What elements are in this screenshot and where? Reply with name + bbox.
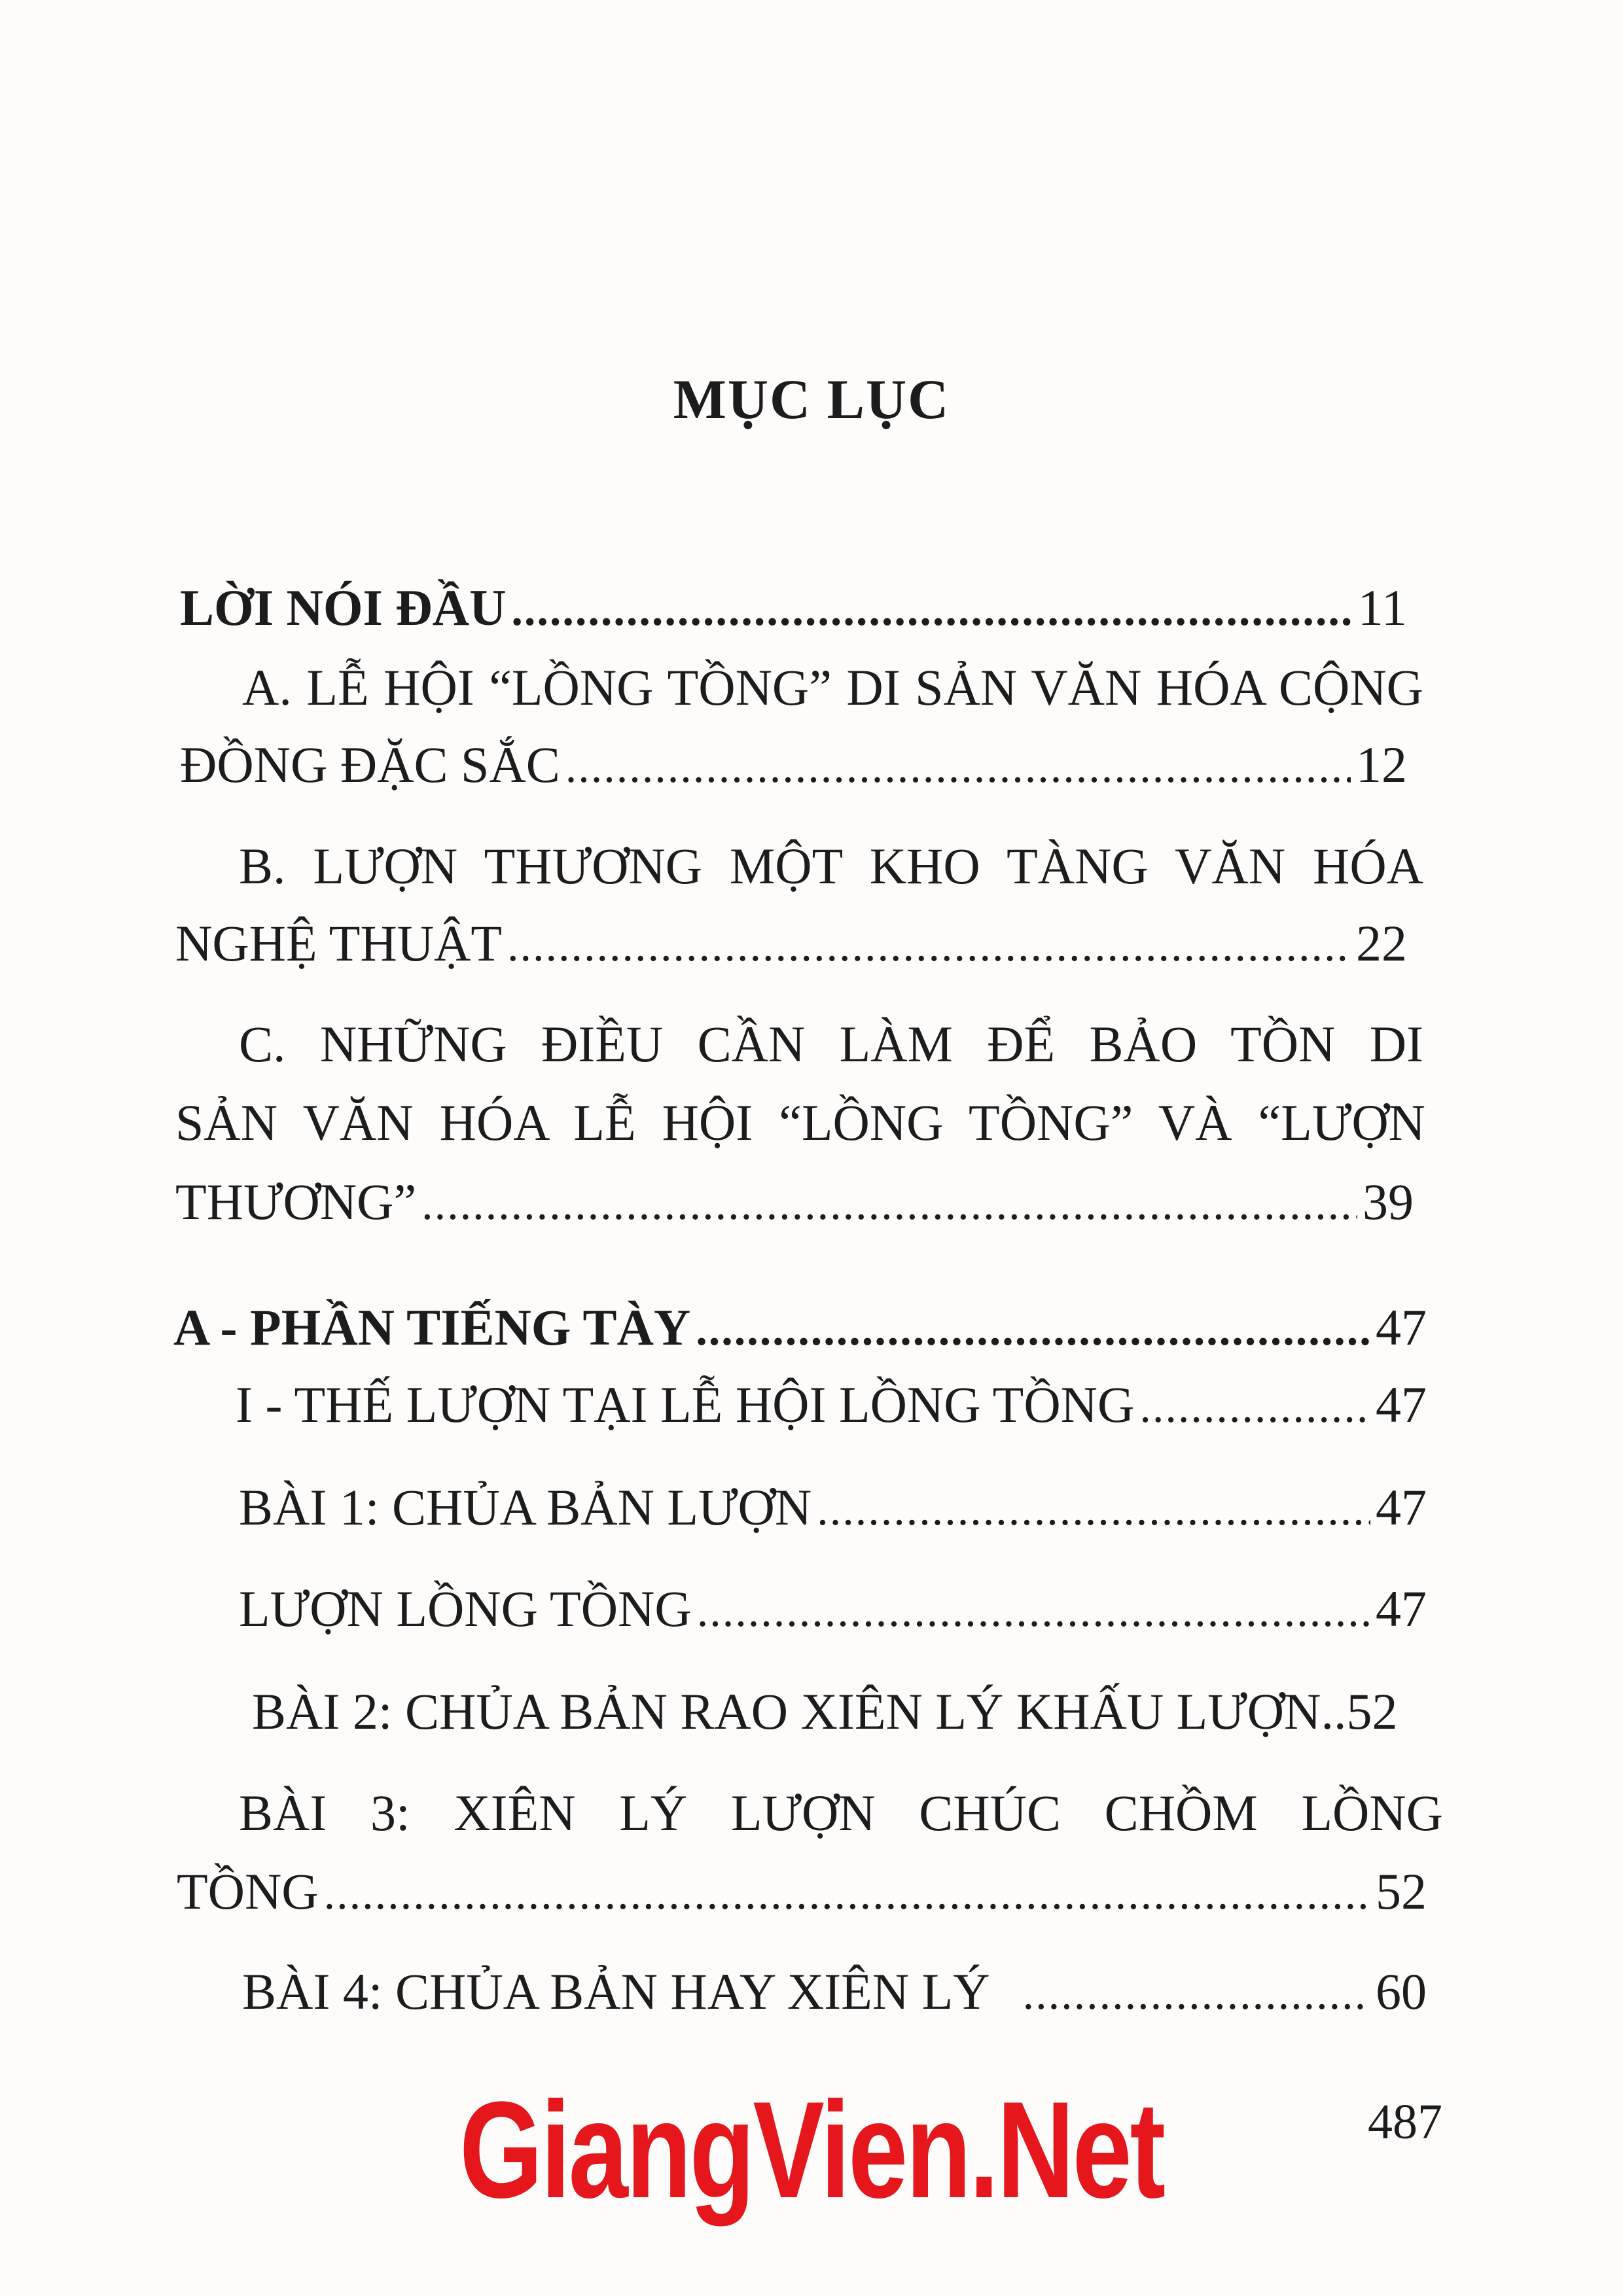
dot-leader xyxy=(817,1487,1370,1533)
dot-leader xyxy=(696,1307,1370,1353)
toc-entry-page: 39 xyxy=(1363,1173,1414,1230)
toc-entry-page: 12 xyxy=(1356,736,1407,793)
toc-entry-bai4 xyxy=(242,1963,1427,2020)
toc-entry-page: 22 xyxy=(1356,915,1407,972)
dot-leader xyxy=(1023,1971,1370,2017)
toc-entry-a-line1 xyxy=(242,659,1423,716)
toc-entry-bai3-line1 xyxy=(239,1784,1443,1841)
toc-entry-label: NGHỆ THUẬT xyxy=(175,915,503,972)
toc-entry-label: LƯỢN LỒNG TỒNG xyxy=(239,1580,692,1637)
toc-entry-c-line2 xyxy=(175,1094,1425,1151)
toc-entry-phan-tieng-tay xyxy=(173,1299,1427,1356)
toc-entry-text: BÀI 3: XIÊN LÝ LƯỢN CHÚC CHỒM LỒNG xyxy=(239,1784,1443,1841)
toc-entry-label: BÀI 4: CHỦA BẢN HAY XIÊN LÝ xyxy=(242,1963,990,2020)
dot-leader xyxy=(565,745,1351,790)
toc-entry-c-line1 xyxy=(239,1016,1423,1072)
toc-entry-page: 52 xyxy=(1346,1683,1398,1740)
toc-entry-text: A. LỄ HỘI “LỒNG TỒNG” DI SẢN VĂN HÓA CỘNG xyxy=(242,659,1423,716)
toc-entry-page: 47 xyxy=(1376,1580,1427,1637)
toc-entry-luon-long-tong xyxy=(239,1580,1427,1637)
toc-entry-bai3-line2 xyxy=(177,1863,1427,1920)
page-title: MỤC LỤC xyxy=(673,368,950,431)
toc-entry-label: TỒNG xyxy=(177,1863,319,1920)
toc-entry-page: 11 xyxy=(1357,579,1407,636)
toc-entry-label: BÀI 1: CHỦA BẢN LƯỢN xyxy=(239,1479,812,1536)
toc-entry-b-line2 xyxy=(175,915,1407,972)
toc-entry-c-line3 xyxy=(175,1173,1414,1230)
dot-leader xyxy=(421,1182,1357,1227)
toc-entry-label: BÀI 2: CHỦA BẢN RAO XIÊN LÝ KHẤU LƯỢN xyxy=(252,1683,1321,1740)
dot-leader xyxy=(697,1589,1370,1634)
toc-entry-label: ĐỒNG ĐẶC SẮC xyxy=(180,736,560,793)
toc-entry-loi-noi-dau xyxy=(180,579,1407,636)
toc-entry-bai2 xyxy=(252,1683,1427,1740)
dot-leader: .. xyxy=(1321,1683,1347,1740)
dot-leader xyxy=(507,923,1351,969)
toc-entry-the-luon xyxy=(236,1376,1427,1433)
dot-leader xyxy=(324,1871,1370,1917)
toc-entry-bai1 xyxy=(239,1479,1427,1536)
toc-entry-page: 52 xyxy=(1376,1863,1427,1920)
dot-leader xyxy=(511,588,1352,633)
toc-entry-text: SẢN VĂN HÓA LỄ HỘI “LỒNG TỒNG” VÀ “LƯỢN xyxy=(175,1094,1425,1151)
toc-entry-page: 47 xyxy=(1376,1299,1427,1356)
toc-entry-text: B. LƯỢN THƯƠNG MỘT KHO TÀNG VĂN HÓA xyxy=(239,838,1423,894)
toc-entry-label: A - PHẦN TIẾNG TÀY xyxy=(173,1299,691,1356)
toc-entry-page: 60 xyxy=(1376,1963,1427,2020)
page-number: 487 xyxy=(1368,2094,1442,2149)
toc-entry-label: LỜI NÓI ĐẦU xyxy=(180,579,507,636)
toc-entry-text: C. NHỮNG ĐIỀU CẦN LÀM ĐỂ BẢO TỒN DI xyxy=(239,1016,1423,1072)
toc-entry-a-line2 xyxy=(180,736,1407,793)
toc-entry-label: I - THẾ LƯỢN TẠI LỄ HỘI LỒNG TỒNG xyxy=(236,1376,1135,1433)
toc-entry-b-line1 xyxy=(239,838,1423,894)
toc-entry-page: 47 xyxy=(1376,1479,1427,1536)
toc-entry-label: THƯƠNG” xyxy=(175,1173,417,1230)
dot-leader xyxy=(1139,1385,1370,1430)
watermark-logo: GiangVien.Net xyxy=(459,2073,1164,2227)
toc-entry-page: 47 xyxy=(1376,1376,1427,1433)
